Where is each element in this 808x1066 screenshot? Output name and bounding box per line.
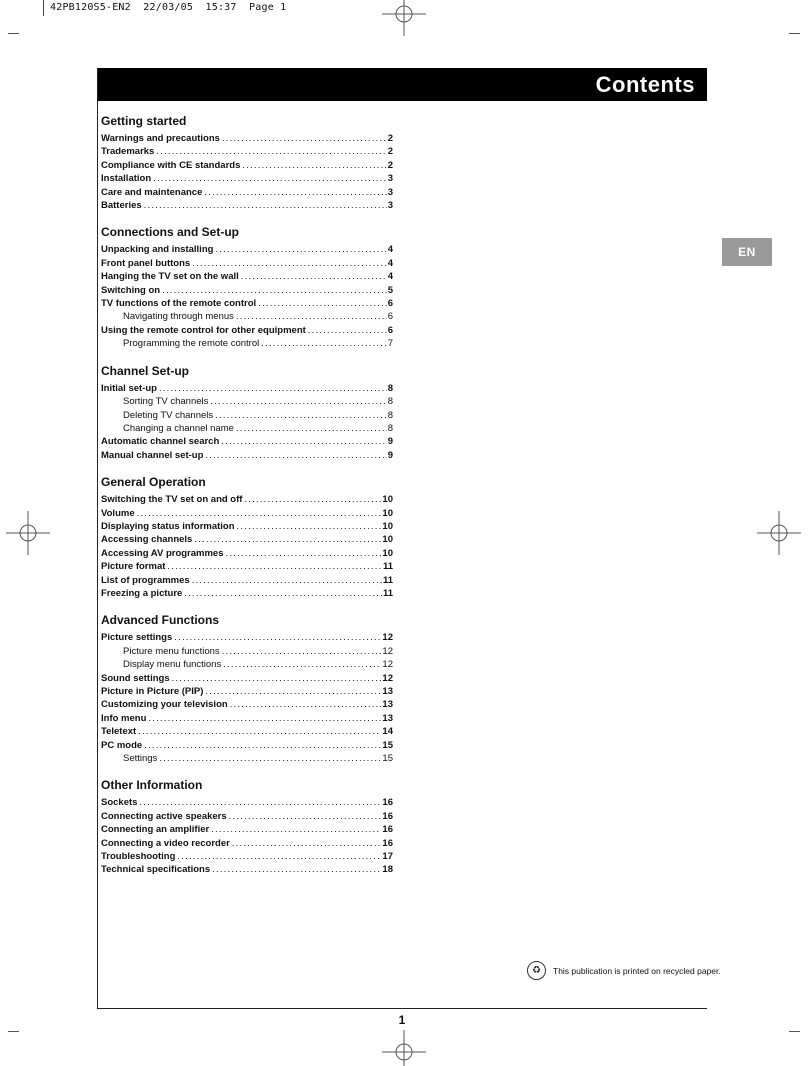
toc-section <box>101 475 393 600</box>
toc-entry-label: Info menu <box>101 712 147 724</box>
toc-entry-page: 11 <box>382 587 393 599</box>
toc-entry <box>101 284 393 297</box>
toc-entry-page: 7 <box>387 338 393 350</box>
toc-entry <box>101 752 393 765</box>
toc-entry <box>101 587 393 600</box>
toc-dot-leader <box>192 574 382 587</box>
toc-dot-leader <box>221 435 386 448</box>
toc-dot-leader <box>229 810 382 823</box>
toc-entry-page: 14 <box>382 726 393 738</box>
toc-entry <box>101 574 393 587</box>
toc-entry-label: Teletext <box>101 726 137 738</box>
toc-dot-leader <box>205 449 386 462</box>
toc-entry-label: Connecting a video recorder <box>101 837 230 849</box>
toc-dot-leader <box>153 172 387 185</box>
crop-tick-left-top <box>8 33 19 34</box>
toc-entry-page: 10 <box>382 494 393 506</box>
toc-dot-leader <box>244 493 381 506</box>
toc-entry <box>101 796 393 809</box>
toc-entry-page: 16 <box>382 837 393 849</box>
toc-dot-leader <box>222 645 382 658</box>
toc-entry-page: 4 <box>387 257 393 269</box>
toc-entry <box>101 199 393 212</box>
toc-entry <box>101 685 393 698</box>
contents-banner <box>97 68 707 101</box>
toc-entry-label: Installation <box>101 173 152 185</box>
toc-entry <box>101 863 393 876</box>
toc-entry-label: Picture format <box>101 561 166 573</box>
footer-rule <box>97 1008 707 1009</box>
toc-entry <box>101 449 393 462</box>
toc-entry-label: Front panel buttons <box>101 257 191 269</box>
toc <box>101 114 393 877</box>
toc-entry <box>101 270 393 283</box>
toc-dot-leader <box>184 587 382 600</box>
toc-dot-leader <box>172 672 382 685</box>
toc-entry-page: 4 <box>387 244 393 256</box>
toc-dot-leader <box>261 337 386 350</box>
toc-entry <box>101 493 393 506</box>
toc-entry-page: 8 <box>387 409 393 421</box>
toc-entry <box>101 257 393 270</box>
toc-entry-label: Settings <box>123 753 158 765</box>
toc-entry-page: 10 <box>382 547 393 559</box>
toc-entry <box>101 409 393 422</box>
toc-entry-label: Hanging the TV set on the wall <box>101 271 239 283</box>
toc-entry-page: 11 <box>382 574 393 586</box>
toc-entry-label: Accessing channels <box>101 534 193 546</box>
toc-section-title: Channel Set-up <box>101 363 190 378</box>
toc-entry-label: Compliance with CE standards <box>101 159 241 171</box>
crop-tick-left-bottom <box>8 1031 19 1032</box>
toc-dot-leader <box>204 186 386 199</box>
toc-entry-page: 2 <box>387 133 393 144</box>
toc-entry-page: 9 <box>387 449 393 461</box>
toc-entry <box>101 243 393 256</box>
toc-entry-page: 15 <box>382 753 393 765</box>
left-margin-rule <box>97 68 98 1008</box>
toc-section <box>101 114 393 212</box>
toc-entry-label: Changing a channel name <box>123 422 234 434</box>
toc-dot-leader <box>148 712 381 725</box>
toc-entry <box>101 507 393 520</box>
toc-entry-label: TV functions of the remote control <box>101 298 257 310</box>
toc-entry-label: Picture settings <box>101 632 173 644</box>
toc-entry-label: Initial set-up <box>101 382 157 394</box>
toc-section <box>101 613 393 765</box>
registration-mark-top-icon <box>382 0 426 36</box>
toc-dot-leader <box>211 823 381 836</box>
footer-note-text: This publication is printed on recycled paper. <box>553 965 721 976</box>
toc-dot-leader <box>237 520 382 533</box>
toc-dot-leader <box>212 863 381 876</box>
toc-entry <box>101 422 393 435</box>
recycled-paper-icon: ♻ <box>527 961 546 980</box>
toc-dot-leader <box>241 270 387 283</box>
toc-entry-page: 16 <box>382 824 393 836</box>
toc-dot-leader <box>177 850 381 863</box>
toc-entry <box>101 739 393 752</box>
toc-entry-label: Picture menu functions <box>123 645 220 657</box>
toc-entry <box>101 547 393 560</box>
toc-entry-page: 16 <box>382 797 393 809</box>
toc-entry-label: Care and maintenance <box>101 186 203 198</box>
toc-entry <box>101 337 393 350</box>
language-tab: EN <box>722 238 772 266</box>
toc-dot-leader <box>205 685 381 698</box>
toc-entry-label: Sorting TV channels <box>123 396 209 408</box>
toc-dot-leader <box>192 257 387 270</box>
toc-entry-page: 8 <box>387 422 393 434</box>
crop-tick-right-bottom <box>789 1031 800 1032</box>
toc-entry-label: Display menu functions <box>123 659 222 671</box>
toc-dot-leader <box>236 422 387 435</box>
toc-section-title: Other Information <box>101 778 203 793</box>
toc-entry-page: 12 <box>382 659 393 671</box>
toc-entry-page: 9 <box>387 436 393 448</box>
toc-dot-leader <box>162 284 387 297</box>
toc-entry-page: 13 <box>382 712 393 724</box>
toc-dot-leader <box>138 725 381 738</box>
toc-dot-leader <box>215 409 387 422</box>
toc-entry-label: Connecting an amplifier <box>101 824 210 836</box>
toc-entry-page: 3 <box>387 173 393 185</box>
toc-entry-page: 6 <box>387 324 393 336</box>
toc-entry <box>101 297 393 310</box>
toc-section <box>101 778 393 876</box>
toc-dot-leader <box>139 796 381 809</box>
toc-entry-page: 12 <box>382 632 393 644</box>
toc-entry-label: Freezing a picture <box>101 587 183 599</box>
toc-section <box>101 364 393 462</box>
toc-entry-label: Unpacking and installing <box>101 244 214 256</box>
toc-entry-label: Deleting TV channels <box>123 409 214 421</box>
toc-entry <box>101 712 393 725</box>
toc-dot-leader <box>144 739 381 752</box>
toc-entry-label: Warnings and precautions <box>101 133 220 144</box>
registration-mark-bottom-icon <box>382 1030 426 1066</box>
toc-entry-label: Technical specifications <box>101 864 211 876</box>
toc-entry-page: 2 <box>387 146 393 158</box>
toc-entry-page: 13 <box>382 699 393 711</box>
toc-entry-label: Sound settings <box>101 672 170 684</box>
toc-entry-label: List of programmes <box>101 574 190 586</box>
toc-dot-leader <box>230 698 382 711</box>
registration-mark-left-icon <box>6 511 50 555</box>
toc-entry <box>101 698 393 711</box>
toc-dot-leader <box>144 199 387 212</box>
toc-entry <box>101 645 393 658</box>
toc-entry <box>101 725 393 738</box>
toc-dot-leader <box>226 547 382 560</box>
toc-entry-label: Programming the remote control <box>123 338 260 350</box>
toc-dot-leader <box>210 395 386 408</box>
print-job-header: 42PB120S5-EN2 22/03/05 15:37 Page 1 <box>50 2 287 13</box>
toc-entry-label: Switching the TV set on and off <box>101 494 243 506</box>
toc-entry <box>101 560 393 573</box>
toc-entry-page: 13 <box>382 686 393 697</box>
toc-entry-page: 3 <box>387 186 393 198</box>
toc-entry-page: 2 <box>387 159 393 171</box>
toc-entry-page: 10 <box>382 507 393 519</box>
toc-entry-label: Batteries <box>101 200 142 212</box>
toc-section-title: Advanced Functions <box>101 613 220 628</box>
toc-entry-label: Using the remote control for other equipment <box>101 324 306 336</box>
toc-entry-page: 6 <box>387 298 393 310</box>
toc-entry-label: Navigating through menus <box>123 311 234 323</box>
toc-entry <box>101 672 393 685</box>
toc-section-title: Getting started <box>101 114 187 128</box>
toc-dot-leader <box>159 382 387 395</box>
toc-entry-label: Manual channel set-up <box>101 449 204 461</box>
toc-entry <box>101 533 393 546</box>
crop-tick-top-left <box>43 0 44 16</box>
crop-tick-right-top <box>789 33 800 34</box>
toc-entry <box>101 395 393 408</box>
toc-dot-leader <box>137 507 382 520</box>
toc-entry-label: Displaying status information <box>101 520 235 532</box>
toc-dot-leader <box>223 658 381 671</box>
toc-entry <box>101 658 393 671</box>
toc-dot-leader <box>194 533 381 546</box>
toc-entry <box>101 145 393 158</box>
toc-dot-leader <box>308 324 387 337</box>
toc-entry <box>101 132 393 145</box>
toc-entry <box>101 324 393 337</box>
toc-entry <box>101 850 393 863</box>
toc-entry-label: Sockets <box>101 797 138 809</box>
toc-entry <box>101 186 393 199</box>
toc-dot-leader <box>159 752 381 765</box>
toc-entry-page: 4 <box>387 271 393 283</box>
toc-entry-label: Accessing AV programmes <box>101 547 224 559</box>
toc-entry-page: 5 <box>387 284 393 296</box>
toc-entry-page: 11 <box>382 561 393 573</box>
toc-entry <box>101 520 393 533</box>
toc-entry <box>101 172 393 185</box>
toc-dot-leader <box>258 297 387 310</box>
toc-entry-label: Connecting active speakers <box>101 810 227 822</box>
toc-entry-label: Customizing your television <box>101 699 228 711</box>
toc-entry-page: 8 <box>387 382 393 394</box>
toc-dot-leader <box>156 145 386 158</box>
toc-entry-page: 16 <box>382 810 393 822</box>
toc-entry-page: 10 <box>382 520 393 532</box>
toc-entry-label: Troubleshooting <box>101 851 176 863</box>
toc-entry-page: 8 <box>387 396 393 408</box>
toc-dot-leader <box>242 159 386 172</box>
toc-entry-page: 6 <box>387 311 393 323</box>
toc-entry-page: 18 <box>382 864 393 876</box>
toc-entry <box>101 631 393 644</box>
registration-mark-right-icon <box>757 511 801 555</box>
folio-page-number: 1 <box>398 1013 406 1027</box>
toc-entry-label: PC mode <box>101 739 143 751</box>
toc-dot-leader <box>215 243 386 256</box>
toc-entry <box>101 435 393 448</box>
toc-dot-leader <box>222 132 387 145</box>
toc-dot-leader <box>174 631 381 644</box>
toc-dot-leader <box>232 837 382 850</box>
toc-entry <box>101 837 393 850</box>
toc-entry-label: Switching on <box>101 284 161 296</box>
toc-section-title: General Operation <box>101 475 206 490</box>
footer-note <box>527 961 721 980</box>
toc-entry-page: 12 <box>382 672 393 684</box>
toc-entry-label: Trademarks <box>101 146 155 158</box>
toc-entry-page: 17 <box>382 851 393 863</box>
toc-entry <box>101 310 393 323</box>
toc-entry <box>101 382 393 395</box>
toc-entry-label: Picture in Picture (PIP) <box>101 686 204 697</box>
page-title: Contents <box>595 71 695 97</box>
toc-entry-label: Automatic channel search <box>101 436 220 448</box>
toc-section <box>101 225 393 350</box>
toc-entry <box>101 159 393 172</box>
toc-entry-page: 15 <box>382 739 393 751</box>
toc-entry-label: Volume <box>101 507 135 519</box>
toc-dot-leader <box>236 310 387 323</box>
toc-section-title: Connections and Set-up <box>101 225 239 240</box>
toc-entry <box>101 810 393 823</box>
toc-entry-page: 3 <box>387 200 393 212</box>
toc-entry <box>101 823 393 836</box>
toc-entry-page: 12 <box>382 645 393 657</box>
toc-entry-page: 10 <box>382 534 393 546</box>
toc-dot-leader <box>167 560 382 573</box>
